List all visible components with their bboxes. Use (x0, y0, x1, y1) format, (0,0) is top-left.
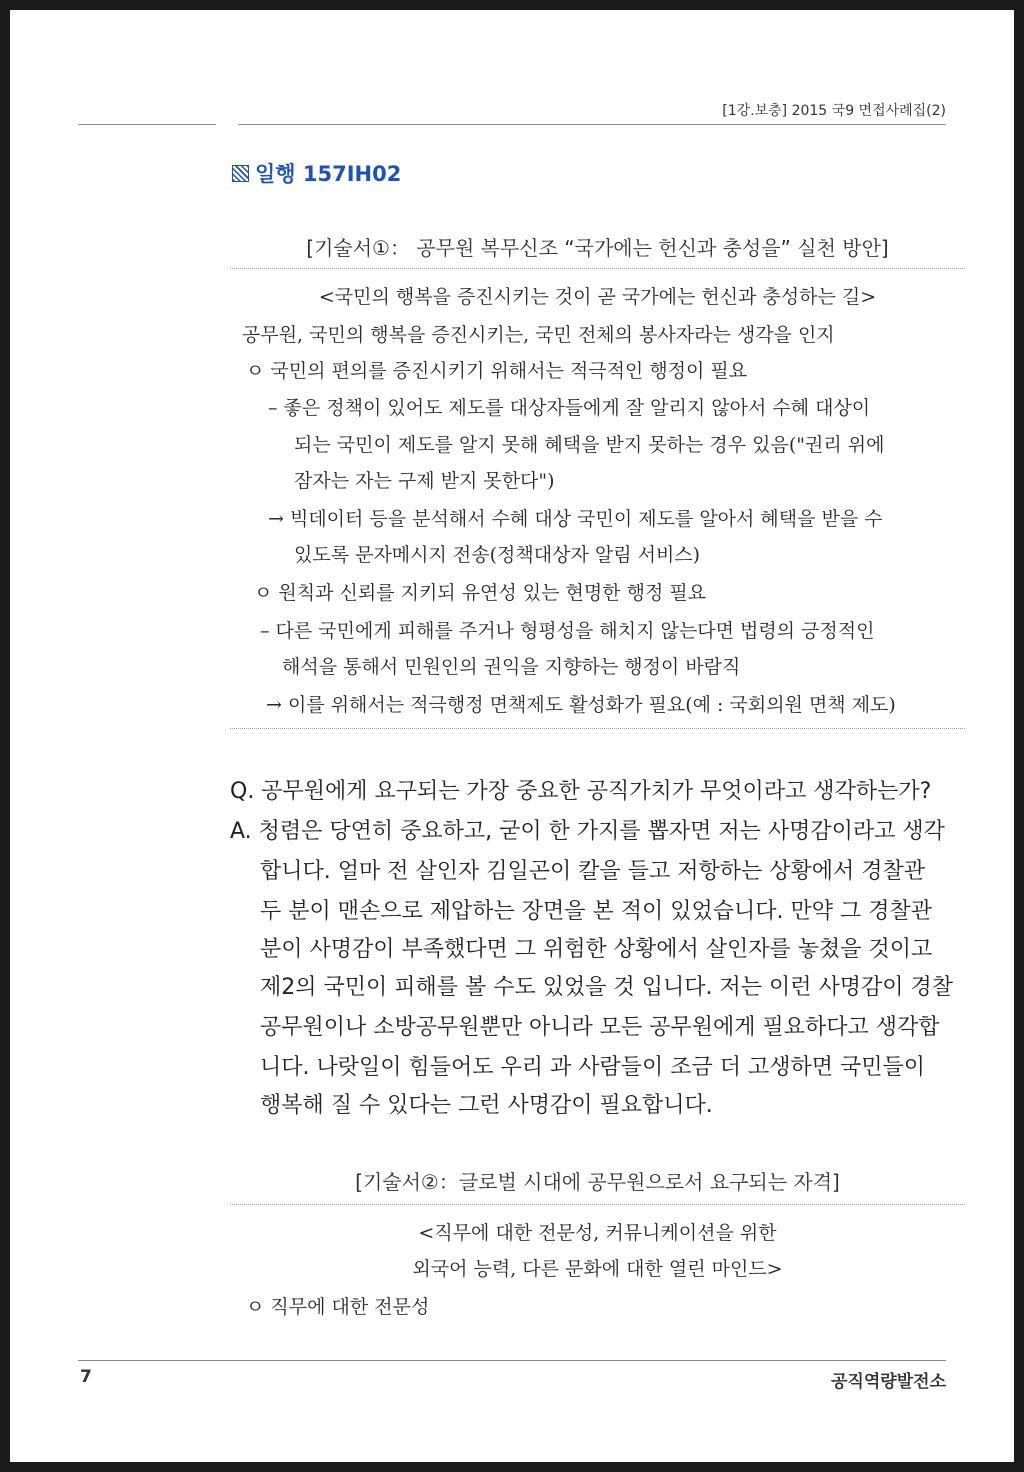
essay-2-first-item: ㅇ 직무에 대한 전문성 (246, 1296, 430, 1318)
essay-2-subtitle-line-2: 외국어 능력, 다른 문화에 대한 열린 마인드> (412, 1258, 783, 1280)
essay-1-line: ㅇ 국민의 편의를 증진시키기 위해서는 적극적인 행정이 필요 (246, 360, 748, 382)
essay-1-line: 공무원, 국민의 행복을 증진시키는, 국민 전체의 봉사자라는 생각을 인지 (242, 324, 835, 346)
interview-answer-line: 공무원이나 소방공무원뿐만 아니라 모든 공무원에게 필요하다고 생각합 (260, 1015, 940, 1040)
essay-2-top-rule (230, 1204, 965, 1205)
essay-1-top-rule (230, 268, 965, 269)
essay-1-line: – 좋은 정책이 있어도 제도를 대상자들에게 잘 알리지 않아서 수혜 대상이 (268, 397, 871, 419)
essay-1-subtitle: <국민의 행복을 증진시키는 것이 곧 국가에는 헌신과 충성하는 길> (318, 286, 877, 308)
footer-brand: 공직역량발전소 (831, 1372, 946, 1392)
interview-answer-line: 행복해 질 수 있다는 그런 사명감이 필요합니다. (260, 1093, 713, 1118)
essay-1-line: 되는 국민이 제도를 알지 못해 혜택을 받지 못하는 경우 있음("권리 위에 (294, 434, 885, 456)
footer-rule (78, 1360, 946, 1361)
interview-question: Q. 공무원에게 요구되는 가장 중요한 공직가치가 무엇이라고 생각하는가? (230, 779, 932, 804)
essay-2-title: [기술서②：글로벌 시대에 공무원으로서 요구되는 자격] (355, 1170, 840, 1194)
essay-1-line: ㅇ 원칙과 신뢰를 지키되 유연성 있는 현명한 행정 필요 (254, 582, 707, 604)
essay-1-line: 잠자는 자는 구제 받지 못한다") (294, 470, 555, 492)
interview-answer-line: 니다. 나랏일이 힘들어도 우리 과 사람들이 조금 더 고생하면 국민들이 (260, 1055, 925, 1080)
page-number: 7 (80, 1367, 92, 1387)
section-heading-text: 일행 157IH02 (255, 162, 402, 186)
interview-answer-line: 두 분이 맨손으로 제압하는 장면을 본 적이 있었습니다. 만약 그 경찰관 (260, 899, 932, 924)
essay-1-bottom-rule (230, 728, 965, 729)
interview-answer-line: 제2의 국민이 피해를 볼 수도 있었을 것 입니다. 저는 이런 사명감이 경찰 (260, 975, 953, 1000)
essay-2-subtitle-line-1: <직무에 대한 전문성, 커뮤니케이션을 위한 (418, 1222, 777, 1244)
header-rule-right (238, 124, 946, 125)
hatched-square-icon (232, 165, 249, 182)
essay-1-line: – 다른 국민에게 피해를 주거나 형평성을 해치지 않는다면 법령의 긍정적인 (260, 620, 875, 642)
section-heading (232, 158, 401, 188)
interview-answer-line: A. 청렴은 당연히 중요하고, 굳이 한 가지를 뽑자면 저는 사명감이라고 생각 (230, 819, 945, 844)
running-header: [1강.보충] 2015 국9 면접사례집(2) (722, 103, 946, 119)
essay-1-line: → 이를 위해서는 적극행정 면책제도 활성화가 필요(예 : 국회의원 면책 제도) (266, 694, 896, 716)
essay-1-line: 있도록 문자메시지 전송(정책대상자 알림 서비스) (294, 544, 701, 566)
interview-answer-line: 합니다. 얼마 전 살인자 김일곤이 칼을 들고 저항하는 상황에서 경찰관 (260, 859, 925, 884)
header-rule-left (78, 124, 216, 125)
essay-1-title: [기술서①： 공무원 복무신조 “국가에는 헌신과 충성을” 실천 방안] (306, 236, 889, 260)
essay-1-line: → 빅데이터 등을 분석해서 수혜 대상 국민이 제도를 알아서 혜택을 받을 수 (268, 508, 883, 530)
essay-1-line: 해석을 통해서 민원인의 권익을 지향하는 행정이 바람직 (282, 656, 741, 678)
interview-answer-line: 분이 사명감이 부족했다면 그 위험한 상황에서 살인자를 놓쳤을 것이고 (260, 937, 933, 962)
